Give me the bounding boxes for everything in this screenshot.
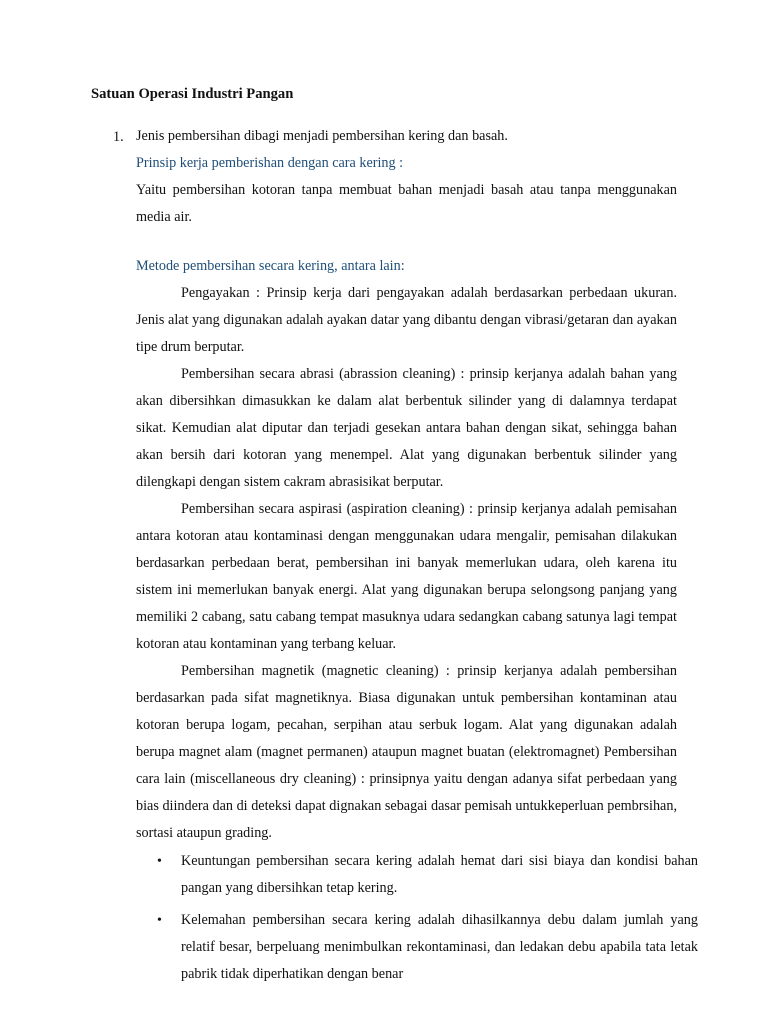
bullet-text-advantage: Keuntungan pembersihan secara kering adalah hemat dari sisi biaya dan kondisi bahan pangan yang dibersihkan tetap kering. — [181, 853, 698, 896]
intro-section — [136, 123, 677, 231]
intro-line: Jenis pembersihan dibagi menjadi pembersihan kering dan basah. — [136, 128, 508, 144]
methods-heading: Metode pembersihan secara kering, antara lain: — [136, 258, 405, 274]
principle-text: Yaitu pembersihan kotoran tanpa membuat bahan menjadi basah atau tanpa menggunakan media air. — [136, 182, 677, 225]
bullet-icon: • — [157, 913, 162, 928]
bullet-item-advantage — [136, 848, 698, 902]
document-title: Satuan Operasi Industri Pangan — [91, 86, 294, 102]
method-paragraph-magnetic: Pembersihan magnetik (magnetic cleaning) : prinsip kerjanya adalah pembersihan berdasarkan pada sifat magnetiknya. Biasa digunakan untuk pembersihan kontaminan atau kotoran berupa logam, pecahan, serpihan atau serbuk logam. Alat yang digunakan adalah berupa magnet alam (magnet permanen) ataupun magnet buatan (elektromagnet) Pembersihan cara lain (miscellaneous dry cleaning) : prinsipnya yaitu dengan adanya sifat perbedaan yang bias diindera dan di deteksi dapat dignakan sebagai dasar pemisah untukkeperluan pembrsihan, sortasi ataupun grading. — [136, 663, 677, 841]
methods-section — [136, 253, 677, 847]
method-paragraph-sieving: Pengayakan : Prinsip kerja dari pengayakan adalah berdasarkan perbedaan ukuran. Jenis alat yang digunakan adalah ayakan datar yang dibantu dengan vibrasi/getaran dan ayakan tipe drum berputar. — [136, 285, 677, 355]
bullet-text-disadvantage: Kelemahan pembersihan secara kering adalah dihasilkannya debu dalam jumlah yang relatif besar, berpeluang menimbulkan rekontaminasi, dan ledakan debu apabila tata letak pabrik tidak diperhatikan dengan benar — [181, 912, 698, 982]
method-paragraph-aspiration: Pembersihan secara aspirasi (aspiration cleaning) : prinsip kerjanya adalah pemisahan antara kotoran atau kontaminasi dengan menggunakan udara mengalir, pemisahan dilakukan berdasarkan perbedaan berat, pembersihan ini banyak memerlukan udara, oleh karena itu sistem ini memerlukan banyak energi. Alat yang digunakan berupa selongsong panjang yang memiliki 2 cabang, satu cabang tempat masuknya udara sedangkan cabang satunya lagi tempat kotoran atau kontaminan yang terbang keluar. — [136, 501, 677, 652]
principle-heading: Prinsip kerja pemberishan dengan cara kering : — [136, 155, 404, 171]
bullet-icon: • — [157, 854, 162, 869]
method-paragraph-abrasion: Pembersihan secara abrasi (abrassion cleaning) : prinsip kerjanya adalah bahan yang akan dibersihkan dimasukkan ke dalam alat berbentuk silinder yang di dalamnya terdapat sikat. Kemudian alat diputar dan terjadi gesekan antara bahan dengan sikat, sehingga bahan akan bersih dari kotoran yang menempel. Alat yang digunakan berbentuk silinder yang dilengkapi dengan sistem cakram abrasisikat berputar. — [136, 366, 677, 490]
bullet-item-disadvantage — [136, 907, 698, 988]
bullet-list — [136, 848, 698, 993]
list-number: 1. — [113, 129, 124, 145]
